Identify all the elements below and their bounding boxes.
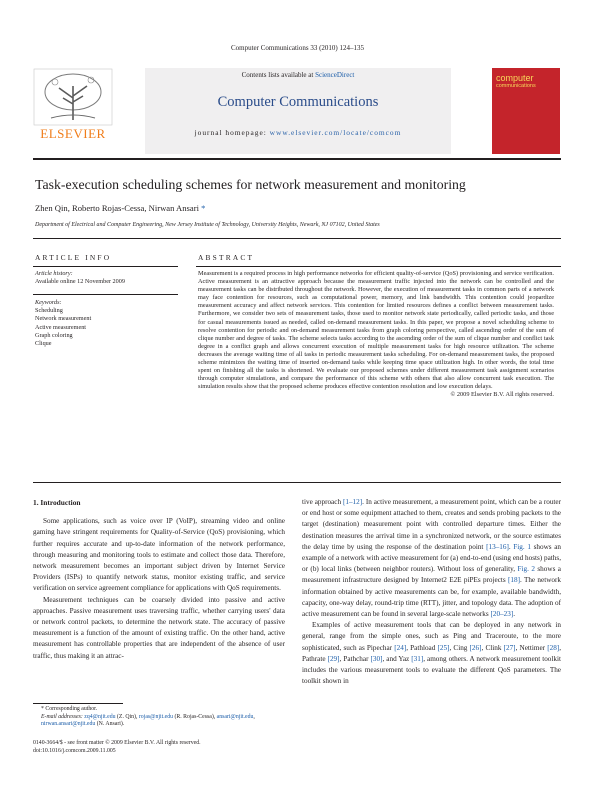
email-link[interactable]: nirwan.ansari@njit.edu <box>41 721 96 728</box>
sciencedirect-link[interactable]: ScienceDirect <box>315 71 355 79</box>
elsevier-logo <box>33 68 138 154</box>
abstract-copyright: © 2009 Elsevier B.V. All rights reserved. <box>450 391 554 399</box>
cover-title: computer <box>496 73 534 83</box>
citation-link[interactable]: [28] <box>547 643 560 652</box>
elsevier-wordmark: ELSEVIER <box>40 126 106 141</box>
text-run: . <box>513 610 516 619</box>
history-label: Article history: <box>35 270 73 277</box>
author-names: Zhen Qin, Roberto Rojas-Cessa, Nirwan Ansari <box>35 203 199 213</box>
text-run: , Pathload <box>406 643 438 652</box>
homepage-link[interactable]: www.elsevier.com/locate/comcom <box>269 128 402 137</box>
contents-line <box>145 71 451 79</box>
right-paragraph-2 <box>302 620 561 687</box>
journal-cover-thumbnail <box>492 68 560 154</box>
title-rule <box>33 238 561 239</box>
article-info-rule <box>33 266 178 267</box>
corresponding-author-mark[interactable]: * <box>201 203 206 213</box>
right-paragraph-1 <box>302 497 561 620</box>
keyword-item: Network measurement <box>35 315 92 323</box>
abstract-text: Measurement is a required process in high performance networks for efficient quality-of-service (QoS) provisioning and service verification. Active measurement is an attractive approach because the measurement traffic injected into the network can be controlled and the measurement tasks can be distributed throughout the network. However, the execution of measurement tasks in common parts of a network may face contention for resources, such as computational power, memory, and link bandwidth. This contention could jeopardize measurement accuracy and affect network services. This contention for limited resources defines a conflict between measurement tasks. Furthermore, we consider two sets of measurement tasks, those used to monitor network state periodically, called periodic tasks, and those for casual measurements issued as needed, called on-demand measurement tasks. In this paper, we propose a novel scheduling scheme to resolve contention for periodic and on-demand measurement tasks from graph coloring perspective, called ascending order of the sum of clique number and degree of tasks. The scheme selects tasks according to the ascending order of the sum of clique number and conflict task degree in a conflict graph and allows concurrent execution of multiple measurement tasks for high resource utilization. The scheme decreases the average waiting time of all tasks in periodic measurement tasks scheduling. For on-demand measurement tasks, the proposed scheme minimizes the waiting time of inserted on-demand tasks while keeping time space utilization high. In other words, the total time spent on finishing all the tasks is shortened. We evaluate our proposed schemes under different measurement task assignment scenarios through computer simulations, and compare the performance of this scheme with others that also allow concurrent task execution. The simulation results show that the proposed scheme produces effective contention resolution and low execution delays. <box>198 270 554 391</box>
homepage-prefix: journal homepage: <box>194 128 270 137</box>
keyword-item: Graph coloring <box>35 331 73 339</box>
article-title: Task-execution scheduling schemes for network measurement and monitoring <box>35 177 466 192</box>
body-left-column <box>33 497 285 662</box>
abstract-heading: ABSTRACT <box>198 253 255 262</box>
figure-link[interactable]: Fig. 2 <box>517 565 535 574</box>
footnote-rule <box>33 703 123 704</box>
intro-paragraph-2: Measurement techniques can be coarsely divided into passive and active approaches. Passive measurement uses traversing traffic, whether carrying users' data or network control packets, to determine the network state. The accuracy of passive measurement is a function of the amount of existing traffic. On the other hand, active measurement has controllable properties that are independent of the absence of user traffic, thus making it an attrac- <box>33 595 285 660</box>
text-run: , among others. A network measurement toolkit includes the various measurement tools to evaluate the different QoS parameters. The toolkit shown in <box>302 654 561 686</box>
text-run: . In active measurement, a measurement point, which can be a router or end host or some equipment attached to them, creates and sends probing packets to the target (destination) measurement point with controlled departure times. Either the destination measures the arrival time in a synchronized network, or the source estimates the delay time by using the response of the destination point <box>302 498 561 551</box>
citation-link[interactable]: [30] <box>370 654 383 663</box>
citation-link[interactable]: [20–23] <box>490 610 514 619</box>
corresponding-author-note: * Corresponding author. <box>41 706 98 712</box>
journal-header <box>33 68 561 154</box>
text-run: , Nettimer <box>515 643 548 652</box>
email-label: E-mail addresses: <box>41 713 85 720</box>
keywords-block <box>35 299 91 348</box>
email-owner: (Z. Qin), <box>115 713 139 720</box>
figure-link[interactable]: Fig. 1 <box>513 542 531 551</box>
email-owner: (R. Rojas-Cessa), <box>173 713 217 720</box>
keywords-label: Keywords: <box>35 299 62 306</box>
text-run: , Pathchar <box>339 654 371 663</box>
body-right-column <box>302 497 561 687</box>
front-matter-footer <box>33 740 333 755</box>
history-value: Available online 12 November 2009 <box>35 278 125 286</box>
keyword-item: Scheduling <box>35 307 63 315</box>
citation-link[interactable]: [26] <box>469 643 482 652</box>
citation-link[interactable]: [25] <box>437 643 450 652</box>
citation-link[interactable]: [1–12] <box>342 498 363 506</box>
citation-link[interactable]: [29] <box>327 654 340 663</box>
journal-title: Computer Communications <box>217 94 379 110</box>
text-run: shows a measurement infrastructure designed by Internet2 E2E piPEs projects <box>302 565 561 585</box>
keyword-item: Clique <box>35 340 52 348</box>
text-run: , Cing <box>449 643 470 652</box>
text-run: Examples of active measurement tools that can be deployed in any network in general, range from the simple ones, such as Ping and Traceroute, to the more sophisticated, such as Pipechar <box>302 621 561 652</box>
journal-homepage <box>145 128 451 137</box>
article-authors <box>35 203 205 213</box>
abstract-rule <box>196 266 561 267</box>
intro-paragraph-1: Some applications, such as voice over IP (VoIP), streaming video and online gaming have stringent requirements for Quality-of-Service (QoS) provisioning, which further requires accurate and up-to-date information of the network performance, through measuring and monitoring tools to estimate and collect those data. Therefore, network measurement becomes an important subject driven by Internet Service Providers (ISPs) to quantify network status, monitor existing traffic, and service verification on service agreement compliance for applications with QoS requirements. <box>33 517 285 593</box>
keyword-item: Active measurement <box>35 323 87 331</box>
issn-line: 0140-3664/$ - see front matter © 2009 Elsevier B.V. All rights reserved. <box>33 740 201 746</box>
citation-link[interactable]: [31] <box>411 654 424 663</box>
article-info-heading: ARTICLE INFO <box>35 253 112 262</box>
journal-header-center <box>145 68 451 154</box>
text-run: . <box>508 542 514 551</box>
email-separator: , <box>253 713 255 720</box>
citation-link[interactable]: [24] <box>394 643 407 652</box>
citation-link[interactable]: [13–16] <box>486 542 509 551</box>
text-run: , Clink <box>481 643 504 652</box>
text-run: , and Yaz <box>382 654 412 663</box>
email-link[interactable]: rojas@njit.edu <box>138 713 174 720</box>
email-addresses <box>33 714 285 729</box>
abstract-end-rule <box>33 482 561 483</box>
running-head: Computer Communications 33 (2010) 124–135 <box>231 44 364 52</box>
section-heading-introduction: 1. Introduction <box>33 498 81 507</box>
contents-prefix: Contents lists available at <box>241 71 316 79</box>
header-rule <box>33 158 561 160</box>
keywords-rule <box>33 294 178 295</box>
email-owner: (N. Ansari). <box>95 721 125 728</box>
cover-subtitle: communications <box>496 83 536 89</box>
abstract-block <box>198 270 554 400</box>
text-run: . The network information obtained by active measurements can be, for example, available bandwidth, capacity, one-way delay, round-trip time (RTT), jitter, and topology data. The adoption of active measurement can be found in several large-scale networks <box>302 576 561 619</box>
text-run: , Pathrate <box>302 643 561 663</box>
citation-link[interactable]: [18] <box>508 576 520 585</box>
elsevier-tree-icon <box>33 68 113 126</box>
email-link[interactable]: zq4@njit.edu <box>84 713 116 720</box>
text-run: tive approach <box>302 498 343 506</box>
footnote <box>33 706 285 729</box>
author-affiliation: Department of Electrical and Computer Engineering, New Jersey Institute of Technology, University Heights, Newark, NJ 07102, United States <box>35 222 380 228</box>
article-history <box>35 270 125 286</box>
text-run: shows an example of a network with active measurement for (a) end-to-end (using end hosts) paths, or (b) local links (between neighbor routers). Without loss of generality, <box>302 542 561 574</box>
doi-line[interactable]: doi:10.1016/j.comcom.2009.11.005 <box>33 747 116 754</box>
citation-link[interactable]: [27] <box>503 643 516 652</box>
email-link[interactable]: ansari@njit.edu <box>216 713 254 720</box>
